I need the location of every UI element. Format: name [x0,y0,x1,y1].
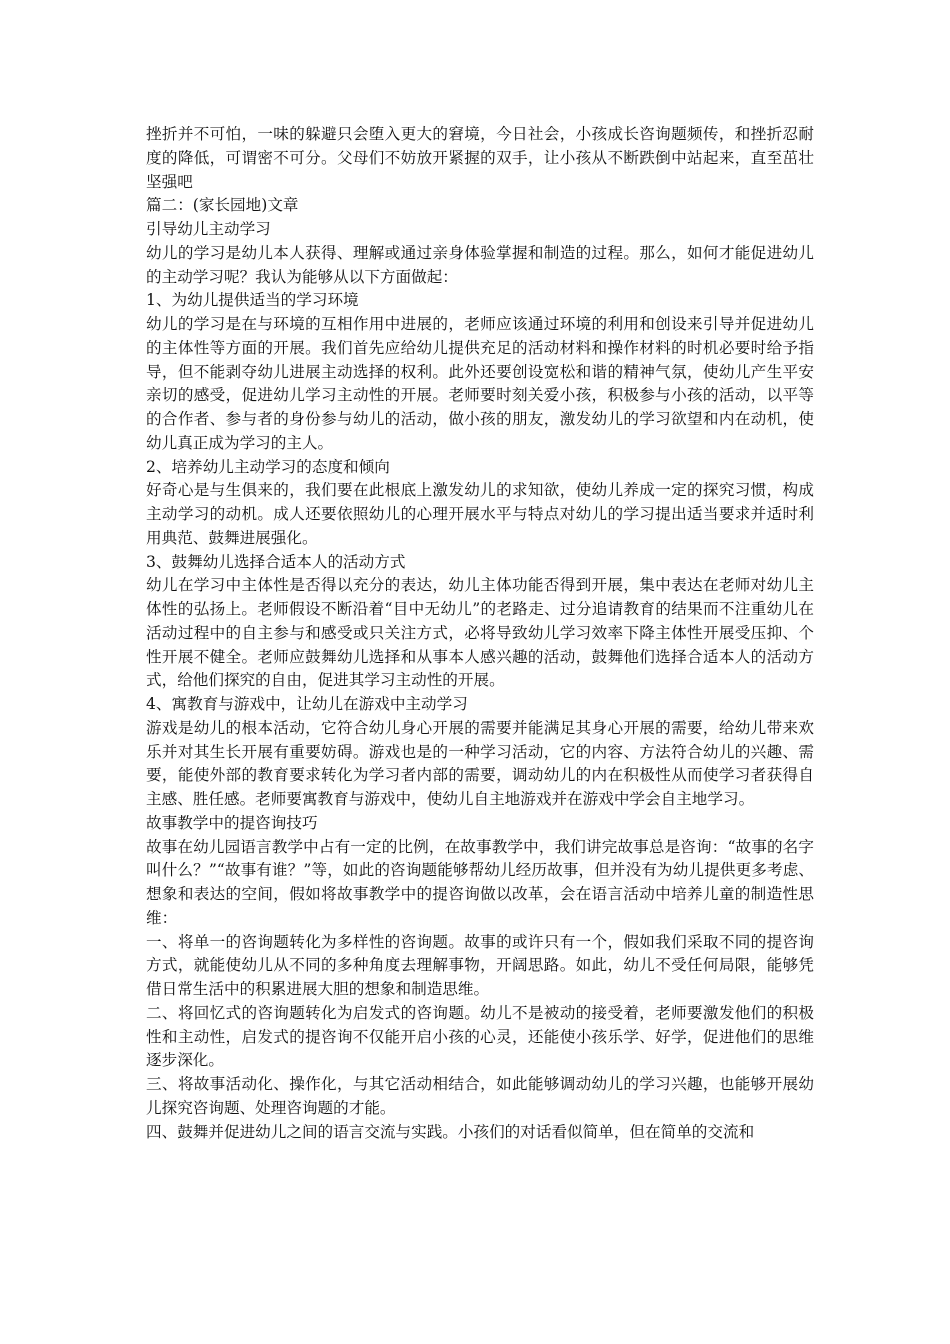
paragraph-subjectivity: 幼儿在学习中主体性是否得以充分的表达，幼儿主体功能否得到开展，集中表达在老师对幼儿主体性的弘扬上。老师假设不断沿着“目中无幼儿”的老路走、过分追请教育的结果而不注重幼儿在活动过程中的自主参与和感受或只关注方式，必将导致幼儿学习效率下降主体性开展受压抑、个性开展不健全。老师应鼓舞幼儿选择和从事本人感兴趣的活动，鼓舞他们选择合适本人的活动方式，给他们探究的自由，促进其学习主动性的开展。 [146,576,814,690]
paragraph-intro: 幼儿的学习是幼儿本人获得、理解或通过亲身体验掌握和制造的过程。那么，如何才能促进幼儿的主动学习呢？我认为能够从以下方面做起： [146,243,814,286]
subheading-1: 1、为幼儿提供适当的学习环境 [146,291,359,310]
paragraph-point-four: 四、鼓舞并促进幼儿之间的语言交流与实践。小孩们的对话看似简单，但在简单的交流和 [146,1122,755,1141]
paragraph-point-one: 一、将单一的咨询题转化为多样性的咨询题。故事的或许只有一个，假如我们采取不同的提咨询方式，就能使幼儿从不同的多种角度去理解事物，开阔思路。如此，幼儿不受任何局限，能够凭借日常生活中的积累进展大胆的想象和制造思维。 [146,932,814,998]
paragraph-curiosity: 好奇心是与生俱来的，我们要在此根底上激发幼儿的求知欲，使幼儿养成一定的探究习惯，构成主动学习的动机。成人还要依照幼儿的心理开展水平与特点对幼儿的学习提出适当要求并适时利用典范、鼓舞进展强化。 [146,481,814,547]
article-title-questioning: 故事教学中的提咨询技巧 [146,813,318,832]
subheading-3: 3、鼓舞幼儿选择合适本人的活动方式 [146,552,406,571]
article-title-active-learning: 引导幼儿主动学习 [146,220,271,238]
subheading-2: 2、培养幼儿主动学习的态度和倾向 [146,457,390,476]
paragraph-setback-conclusion: 挫折并不可怕，一味的躲避只会堕入更大的窘境，今日社会，小孩成长咨询题频传，和挫折忍耐度的降低，可谓密不可分。父母们不妨放开紧握的双手，让小孩从不断跌倒中站起来，直至茁壮坚强吧 [146,125,814,191]
paragraph-story-teaching: 故事在幼儿园语言教学中占有一定的比例，在故事教学中，我们讲完故事总是咨询：“故事的名字叫什么？”“故事有谁？”等，如此的咨询题能够帮幼儿经历故事，但并没有为幼儿提供更多考虑、想象和表达的空间，假如将故事教学中的提咨询做以改革，会在语言活动中培养儿童的制造性思维： [146,837,814,927]
paragraph-games: 游戏是幼儿的根本活动，它符合幼儿身心开展的需要并能满足其身心开展的需要，给幼儿带来欢乐并对其生长开展有重要妨碍。游戏也是的一种学习活动，它的内容、方法符合幼儿的兴趣、需要，能使外部的教育要求转化为学习者内部的需要，调动幼儿的内在积极性从而使学习者获得自主感、胜任感。老师要寓教育与游戏中，使幼儿自主地游戏并在游戏中学会自主地学习。 [146,718,814,808]
section-heading-part-two: 篇二：(家长园地)文章 [146,196,299,215]
document-body [146,123,814,1144]
paragraph-point-two: 二、将回忆式的咨询题转化为启发式的咨询题。幼儿不是被动的接受着，老师要激发他们的积极性和主动性，启发式的提咨询不仅能开启小孩的心灵，还能使小孩乐学、好学，促进他们的思维逐步深化。 [146,1003,814,1070]
subheading-4: 4、寓教育与游戏中，让幼儿在游戏中主动学习 [146,695,468,713]
paragraph-environment: 幼儿的学习是在与环境的互相作用中进展的，老师应该通过环境的利用和创设来引导并促进幼儿的主体性等方面的开展。我们首先应给幼儿提供充足的活动材料和操作材料的时机必要时给予指导，但不能剥夺幼儿进展主动选择的权利。此外还要创设宽松和谐的精神气氛，使幼儿产生平安亲切的感受，促进幼儿学习主动性的开展。老师要时刻关爱小孩，积极参与小孩的活动，以平等的合作者、参与者的身份参与幼儿的活动，做小孩的朋友，激发幼儿的学习欲望和内在动机，使幼儿真正成为学习的主人。 [146,315,814,452]
paragraph-point-three: 三、将故事活动化、操作化，与其它活动相结合，如此能够调动幼儿的学习兴趣，也能够开展幼儿探究咨询题、处理咨询题的才能。 [146,1075,814,1117]
